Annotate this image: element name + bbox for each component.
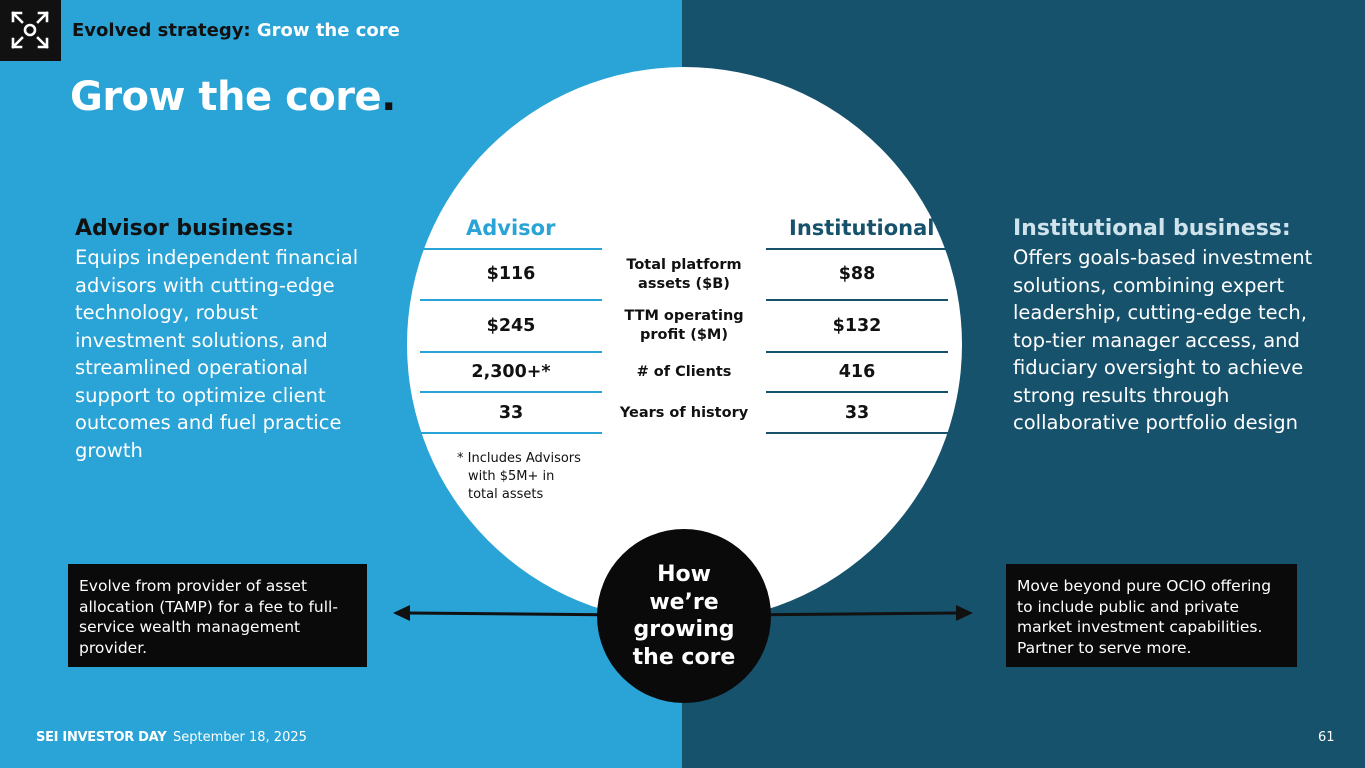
advisor-strategy-note: Evolve from provider of asset allocation (TAMP) for a fee to full-service wealth management provider. — [68, 564, 367, 667]
header-prefix: Evolved strategy: — [72, 20, 257, 41]
advisor-divider — [420, 299, 602, 301]
institutional-business-heading: Institutional business: — [1013, 216, 1291, 241]
page-number: 61 — [1318, 730, 1335, 745]
section-header — [72, 20, 400, 41]
institutional-strategy-note: Move beyond pure OCIO offering to include public and private market investment capabilities. Partner to serve more. — [1006, 564, 1297, 667]
institutional-assets-value: $88 — [838, 264, 876, 284]
advisor-business-heading: Advisor business: — [75, 216, 294, 241]
advisor-divider — [420, 391, 602, 393]
footnote-line: total assets — [468, 487, 544, 502]
advisor-years-value: 33 — [498, 403, 524, 423]
advisor-business-block — [75, 214, 360, 464]
metric-label-clients: # of Clients — [636, 364, 732, 380]
metric-label-profit — [604, 307, 764, 345]
metric-line: assets ($B) — [638, 276, 730, 292]
advisor-business-description: Equips independent financial advisors with cutting-edge technology, robust investment solutions, and streamlined operational support to optimize client outcomes and fuel practice growth — [75, 246, 359, 462]
institutional-business-block — [1013, 214, 1343, 437]
institutional-column-header: Institutional — [789, 216, 935, 240]
growing-core-text — [619, 561, 749, 671]
badge-line: the core — [632, 644, 736, 670]
advisor-divider — [420, 432, 602, 434]
advisor-profit-value: $245 — [486, 316, 536, 336]
advisor-divider — [420, 248, 602, 250]
metric-label-assets — [604, 256, 764, 294]
badge-line: growing — [633, 617, 735, 642]
institutional-years-value: 33 — [844, 403, 870, 423]
advisor-column-header: Advisor — [466, 216, 556, 240]
metric-line: Total platform — [626, 257, 742, 273]
advisor-assets-value: $116 — [486, 264, 536, 284]
institutional-divider — [766, 432, 948, 434]
advisors-footnote — [457, 450, 597, 504]
footnote-line: with $5M+ in — [468, 469, 555, 484]
expand-arrows-icon — [10, 10, 50, 50]
institutional-divider — [766, 248, 948, 250]
page-title — [70, 74, 396, 120]
page-title-text: Grow the core — [70, 74, 382, 120]
institutional-divider — [766, 391, 948, 393]
growing-core-badge — [597, 529, 771, 703]
badge-line: How — [657, 562, 711, 587]
institutional-divider — [766, 351, 948, 353]
institutional-divider — [766, 299, 948, 301]
footnote-line: * Includes Advisors — [457, 451, 581, 466]
header-highlight: Grow the core — [256, 20, 400, 41]
advisor-clients-value: 2,300+* — [471, 362, 551, 382]
metric-label-years: Years of history — [619, 405, 749, 421]
advisor-divider — [420, 351, 602, 353]
metric-line: profit ($M) — [640, 327, 728, 343]
footer-brand: SEI INVESTOR DAY — [36, 730, 167, 745]
institutional-profit-value: $132 — [832, 316, 882, 336]
metric-line: TTM operating — [624, 308, 744, 324]
badge-line: we’re — [649, 589, 719, 615]
institutional-clients-value: 416 — [838, 362, 876, 382]
institutional-business-description: Offers goals-based investment solutions, combining expert leadership, cutting-edge tech, top-tier manager access, and fiduciary oversight to achieve strong results through collaborative portfolio design — [1013, 246, 1313, 434]
page-title-dot: . — [381, 74, 396, 120]
logo-box — [0, 0, 61, 61]
footer-date: September 18, 2025 — [173, 730, 307, 745]
